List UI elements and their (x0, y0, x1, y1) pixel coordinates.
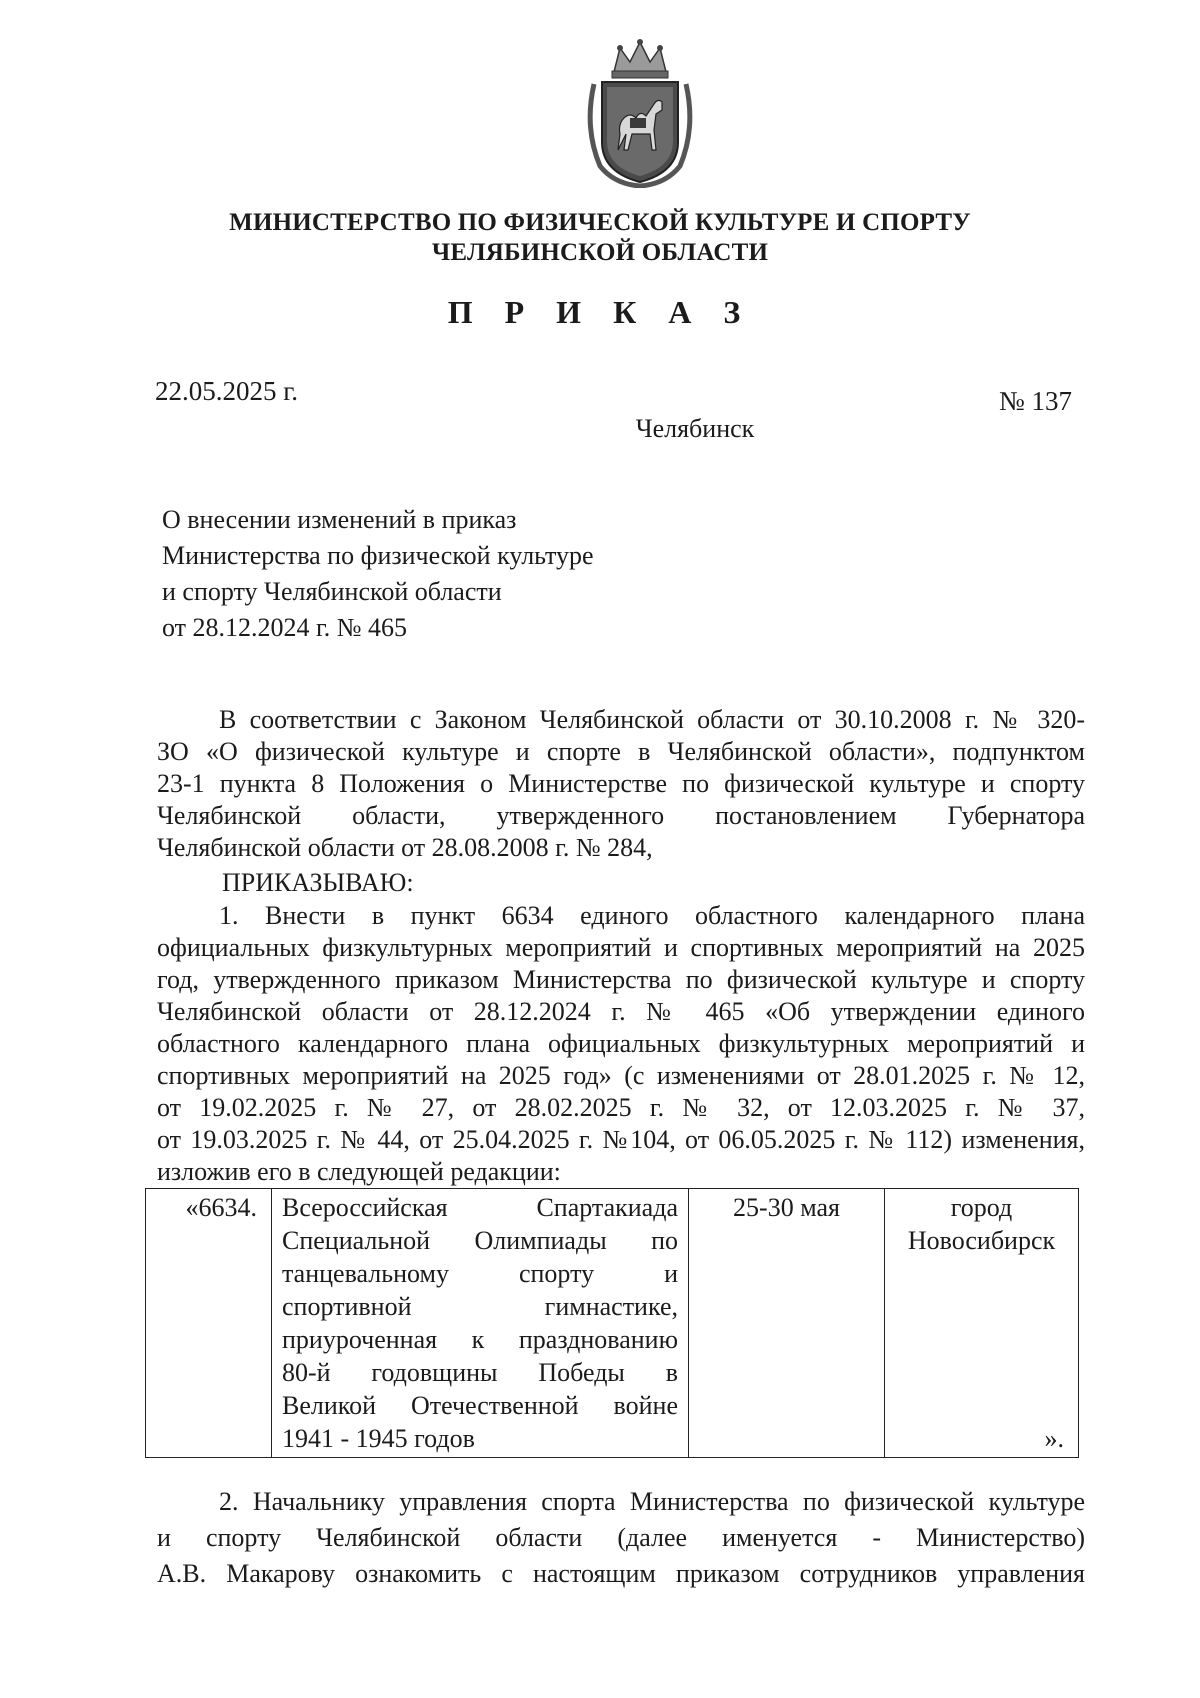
cell-item-number: «6634. (146, 1189, 272, 1458)
text-line: 23-1 пункта 8 Положения о Министерстве по физической культуре и спорту (157, 769, 1085, 798)
subject-line: Министерства по физической культуре (162, 541, 594, 570)
event-line: 80-й годовщины Победы в (282, 1358, 678, 1387)
order-number: № 137 (998, 386, 1072, 416)
order-date: 22.05.2025 г. (155, 376, 299, 406)
text-line: областного календарного плана официальных физкультурных мероприятий и (157, 1029, 1085, 1058)
text-line: Челябинской области, утвержденного постановлением Губернатора (157, 801, 1085, 830)
text-line: год, утвержденного приказом Министерства по физической культуре и спорту (157, 965, 1085, 994)
subject-line: и спорту Челябинской области (162, 577, 502, 606)
text-line: официальных физкультурных мероприятий и спортивных мероприятий на 2025 (157, 933, 1085, 962)
closing-quote: ». (1044, 1424, 1064, 1453)
order-subject (162, 502, 594, 646)
coat-of-arms-icon (580, 38, 700, 188)
cell-event-place (885, 1189, 1079, 1458)
text-line: и спорту Челябинской области (далее именуется - Министерство) (157, 1523, 1085, 1552)
event-line: 1941 - 1945 годов (282, 1424, 475, 1453)
document-type: П Р И К А З (447, 294, 753, 330)
event-line: Великой Отечественной войне (282, 1391, 678, 1420)
text-line: от 19.02.2025 г. № 27, от 28.02.2025 г. № 32, от 12.03.2025 г. № 37, (157, 1093, 1085, 1122)
item-1-paragraph (157, 900, 1085, 1188)
coat-of-arms-emblem (580, 38, 700, 188)
event-line: приуроченная к празднованию (282, 1325, 678, 1354)
text-line: ЗО «О физической культуре и спорте в Челябинской области», подпунктом (157, 737, 1085, 766)
table-row (146, 1189, 1079, 1458)
event-line: спортивной гимнастике, (282, 1292, 678, 1321)
text-line: изложив его в следующей редакции: (157, 1157, 561, 1186)
order-city (0, 414, 1200, 444)
subject-line: от 28.12.2024 г. № 465 (162, 613, 408, 642)
event-line: Всероссийская Спартакиада (282, 1193, 678, 1222)
place-line-1: город (950, 1193, 1013, 1222)
ministry-name (150, 208, 1050, 268)
ministry-line-2: ЧЕЛЯБИНСКОЙ ОБЛАСТИ (431, 239, 769, 266)
item-2-paragraph (157, 1484, 1085, 1592)
order-command: ПРИКАЗЫВАЮ: (222, 868, 414, 897)
cell-event-name (272, 1189, 689, 1458)
subject-line: О внесении изменений в приказ (162, 505, 517, 534)
text-line: В соответствии с Законом Челябинской области от 30.10.2008 г. № 320- (219, 705, 1085, 734)
text-line: от 19.03.2025 г. № 44, от 25.04.2025 г. №104, от 06.05.2025 г. № 112) изменения, (157, 1125, 1085, 1154)
text-line: 1. Внести в пункт 6634 единого областного календарного плана (219, 901, 1085, 930)
text-line: Челябинской области от 28.12.2024 г. № 465 «Об утверждении единого (157, 997, 1085, 1026)
ministry-line-1: МИНИСТЕРСТВО ПО ФИЗИЧЕСКОЙ КУЛЬТУРЕ И СПОРТУ (229, 209, 971, 236)
text-line: спортивных мероприятий на 2025 год» (с изменениями от 28.01.2025 г. № 12, (157, 1061, 1085, 1090)
event-line: Специальной Олимпиады по (282, 1226, 678, 1255)
text-line: Челябинской области от 28.08.2008 г. № 284, (157, 833, 653, 862)
cell-event-dates: 25-30 мая (689, 1189, 885, 1458)
city-name: Челябинск (635, 414, 755, 443)
text-line: 2. Начальнику управления спорта Министерства по физической культуре (219, 1487, 1085, 1516)
calendar-plan-table (145, 1188, 1079, 1458)
place-line-2: Новосибирск (907, 1226, 1056, 1255)
event-line: танцевальному спорту и (282, 1259, 678, 1288)
preamble-paragraph (157, 704, 1085, 864)
text-line: А.В. Макарову ознакомить с настоящим приказом сотрудников управления (157, 1559, 1085, 1588)
